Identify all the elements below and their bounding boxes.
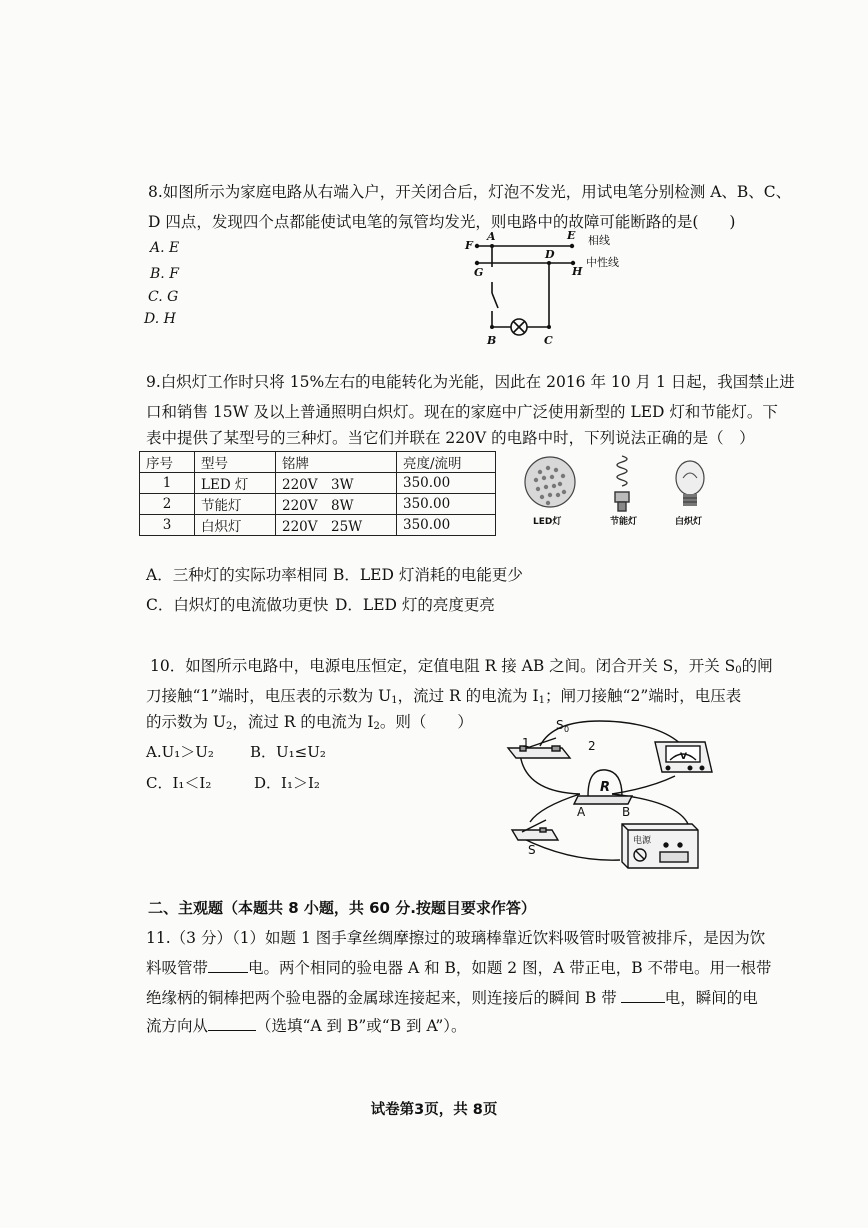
q10-label-r: R [600,780,611,795]
table-header-cell: 铭牌 [276,452,397,473]
table-row [140,515,496,536]
incandescent-bulb-icon [676,461,704,506]
q10-text: 刀接触“1”端时，电压表的示数为 U [146,687,392,705]
table-row [140,494,496,515]
table-header-cell: 序号 [140,452,195,473]
q10-subscript: 1 [538,695,546,706]
q11-text: 电，瞬间的电 [664,989,758,1007]
q10-option-b: B．U₁≤U₂ [250,743,326,761]
q11-line-2 [146,958,772,978]
q10-subscript: 1 [391,695,398,706]
q8-label-d: D [545,248,555,261]
table-cell: 3 [140,515,195,536]
table-cell: LED 灯 [195,473,276,494]
q8-circuit-diagram [455,225,635,353]
q11-line-3 [146,988,758,1008]
page-footer: 试卷第3页，共 8页 [370,1102,498,1118]
q8-line-1: 8.如图所示为家庭电路从右端入户，开关闭合后，灯泡不发光，用试电笔分别检测 A、B、C、 [148,183,792,201]
q10-line-2 [146,686,741,711]
q10-option-d: D．I₁＞I₂ [254,774,320,792]
cfl-lamp-caption: 节能灯 [610,517,638,527]
table-cell: 节能灯 [195,494,276,515]
q8-label-e: E [567,229,576,242]
q8-option-a: A. E [150,240,180,256]
q8-label-c: C [544,334,553,347]
q10-text: ，流过 R 的电流为 I [397,687,539,705]
led-lamp-caption: LED灯 [533,517,562,527]
q10-label-two: 2 [588,739,596,753]
q11-line-4 [146,1016,467,1036]
q9-lamp-images [518,448,728,533]
table-cell: 350.00 [397,515,496,536]
q11-text: 绝缘柄的铜棒把两个验电器的金属球连接起来，则连接后的瞬间 B 带 [146,989,617,1007]
table-cell: 2 [140,494,195,515]
q10-label-a: A [577,805,586,819]
q11-text: 料吸管带 [146,959,209,977]
q11-line-1: 11.（3 分）（1）如题 1 图手拿丝绸摩擦过的玻璃棒靠近饮料吸管时吸管被排斥，是因为饮 [146,929,766,947]
q10-text: 的示数为 U [146,713,226,731]
q10-line-3 [146,712,473,737]
table-cell: 220V 3W [276,473,397,494]
q10-subscript: 0 [735,665,742,676]
q9-option-c: C．白炽灯的电流做功更快 [146,596,329,614]
table-cell: 白炽灯 [195,515,276,536]
table-row [140,473,496,494]
q10-label-one: 1 [522,736,530,750]
q8-label-a: A [487,230,496,243]
q10-subscript: 2 [373,721,380,732]
q11-text: 流方向从 [146,1017,209,1035]
q9-option-b: B．LED 灯消耗的电能更少 [333,566,523,584]
q10-option-a: A.U₁＞U₂ [146,743,214,761]
q10-option-c: C．I₁＜I₂ [146,774,212,792]
q10-text: ，流过 R 的电流为 I [232,713,374,731]
answer-blank-2[interactable] [621,988,665,1003]
q10-text: 10．如图所示电路中，电源电压恒定，定值电阻 R 接 AB 之间。闭合开关 S，开关 S [150,657,736,675]
q10-label-voltmeter: V [680,752,687,762]
answer-blank-3[interactable] [208,1016,256,1031]
table-header-row [140,452,496,473]
q10-subscript: 2 [226,721,233,732]
q8-label-g: G [474,266,484,279]
q10-label-power: 电源 [633,836,652,846]
q10-line-1 [150,656,773,681]
q10-text: 。则（ ） [379,713,473,731]
q10-text: ；闸刀接触“2”端时，电压表 [545,687,742,705]
answer-blank-1[interactable] [208,958,248,973]
table-cell: 350.00 [397,473,496,494]
q8-label-f: F [465,239,473,252]
q10-circuit-diagram [500,712,715,877]
table-header-cell: 亮度/流明 [397,452,496,473]
q8-option-d: D. H [144,311,176,327]
cfl-bulb-icon [615,456,629,511]
q9-line-2: 口和销售 15W 及以上普通照明白炽灯。现在的家庭中广泛使用新型的 LED 灯和节能灯。下 [146,403,778,421]
q11-text: 电。两个相同的验电器 A 和 B，如题 2 图，A 带正电，B 不带电。用一根带 [248,959,772,977]
table-cell: 220V 8W [276,494,397,515]
q10-label-b: B [622,805,631,819]
q8-label-live-wire: 相线 [588,234,610,247]
table-cell: 1 [140,473,195,494]
q11-text: （选填“A 到 B”或“B 到 A”）。 [256,1017,467,1035]
incandescent-lamp-caption: 白炽灯 [675,517,703,527]
table-header-cell: 型号 [195,452,276,473]
section-2-heading: 二、主观题（本题共 8 小题，共 60 分.按题目要求作答） [148,899,536,917]
q9-line-1: 9.白炽灯工作时只将 15%左右的电能转化为光能，因此在 2016 年 10 月 1 日起，我国禁止进 [146,373,795,391]
table-cell: 220V 25W [276,515,397,536]
q8-label-b: B [487,334,497,347]
q9-option-d: D．LED 灯的亮度更亮 [335,596,495,614]
table-cell: 350.00 [397,494,496,515]
q10-label-s: S [528,843,536,857]
led-bulb-icon [525,457,575,507]
q8-label-h: H [572,265,583,278]
q8-label-neutral-wire: 中性线 [586,256,619,269]
q9-lamp-table [139,451,496,536]
q8-option-c: C. G [148,289,179,305]
q10-text: 的闸 [741,657,773,675]
q8-line-2: D 四点，发现四个点都能使试电笔的氖管均发光，则电路中的故障可能断路的是( ) [148,213,736,231]
q9-line-3: 表中提供了某型号的三种灯。当它们并联在 220V 的电路中时，下列说法正确的是（ ） [146,429,755,447]
q8-option-b: B. F [150,266,179,282]
q9-option-a: A．三种灯的实际功率相同 [146,566,328,584]
q10-label-s0: S [556,718,564,732]
q10-label-s0-sub: 0 [564,725,570,734]
